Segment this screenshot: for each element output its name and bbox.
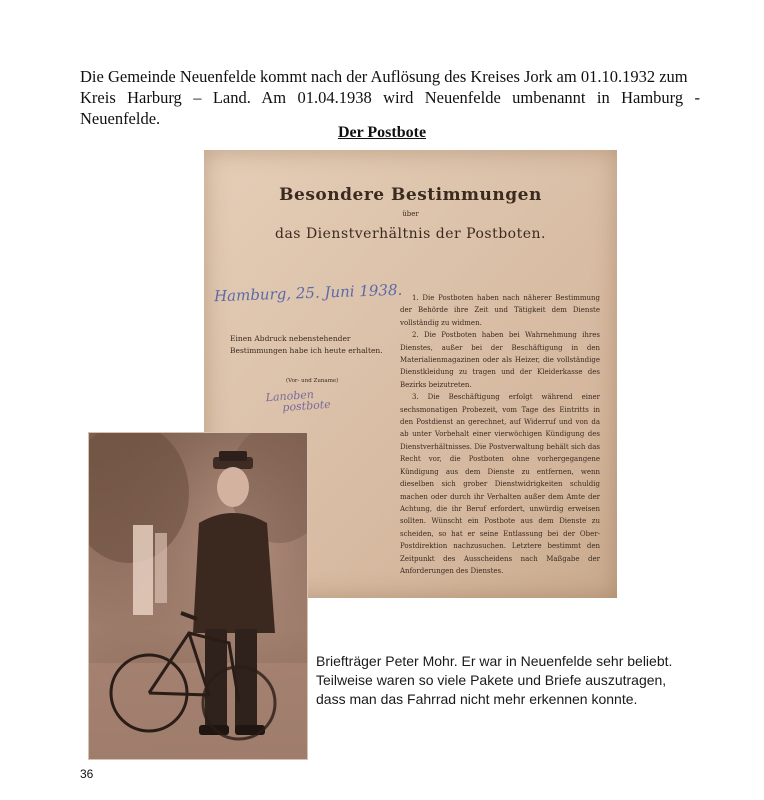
caption-line-1: Briefträger Peter Mohr. Er war in Neuenfelde sehr beliebt. <box>316 653 673 669</box>
intro-paragraph <box>80 66 700 129</box>
document-name-caption: (Vor- und Zuname) <box>286 378 339 384</box>
caption-line-3: dass man das Fahrrad nicht mehr erkennen konnte. <box>316 691 638 707</box>
intro-line-2: Kreis Harburg – Land. Am 01.04.1938 wird Neuenfelde umbenannt in Hamburg - Neuenfelde. <box>80 88 700 128</box>
regulation-paragraph-2: 2. Die Postboten haben bei Wahrnehmung ihres Dienstes, außer bei der Beschäftigung in den Materialienmagazinen oder als Heizer, die vollständige Dienstkleidung zu tragen und der Kleiderkasse des Bezirks beizutreten. <box>400 331 600 389</box>
regulation-paragraph-3: 3. Die Beschäftigung erfolgt während einer sechsmonatigen Probezeit, vom Tage des Eintritts in den Postdienst an gerechnet, auf Widerruf und von da ab unter Vorbehalt einer vierwöchigen Kündigung des Dienstverhältnisses. Die Postverwaltung behält sich das Recht vor, die Postboten ohne vorhergegangene Kündigung aus dem Dienste zu entfernen, wenn dieselben sich grober Dienstwidrigkeiten schuldig machen oder durch ihr Verhalten außer dem Amte der Achtung, die ihr Beruf erfordert, unwürdig erweisen sollten. Wünscht ein Postbote aus dem Dienste zu scheiden, so hat er seine Entlassung bei der Ober-Postdirektion nachzusuchen. Letztere bestimmt den Zeitpunkt des Ausscheidens nach Maßgabe der Anforderungen des Dienstes. <box>400 393 600 575</box>
document-title: Besondere Bestimmungen <box>279 185 542 205</box>
intro-line-1: Die Gemeinde Neuenfelde kommt nach der Auflösung des Kreises Jork am 01.10.1932 zum <box>80 67 688 86</box>
section-heading: Der Postbote <box>337 124 427 141</box>
caption-line-2: Teilweise waren so viele Pakete und Briefe auszutragen, <box>316 672 667 688</box>
signature-line-1: Lanoben <box>265 387 315 405</box>
document-handwritten-date: Hamburg, 25. Juni 1938. <box>213 280 403 306</box>
document-receipt-text: Einen Abdruck nebenstehender Bestimmungen habe ich heute erhalten. <box>230 334 383 355</box>
postman-photo-illustration <box>89 433 307 759</box>
regulation-paragraph-1: 1. Die Postboten haben nach näherer Bestimmung der Behörde ihre Zeit und Tätigkeit dem Dienste vollständig zu widmen. <box>400 294 600 327</box>
document-regulations <box>400 292 600 577</box>
document-subtitle: das Dienstverhältnis der Postboten. <box>275 226 546 242</box>
document-signature <box>265 388 331 414</box>
document-small-word: über <box>402 210 419 218</box>
page-number: 36 <box>80 767 94 781</box>
postman-photo <box>88 432 308 760</box>
signature-line-2: postbote <box>281 397 332 415</box>
photo-caption <box>316 652 696 709</box>
